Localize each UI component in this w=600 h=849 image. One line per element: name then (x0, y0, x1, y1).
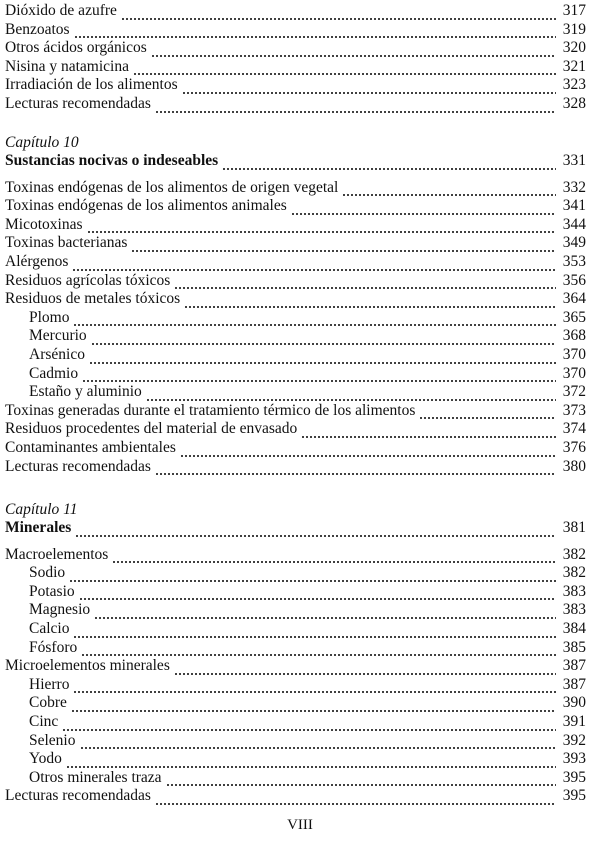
dot-leader (112, 550, 556, 564)
page-number: 364 (562, 290, 586, 308)
entry-label: Plomo (29, 308, 70, 326)
dot-leader (75, 524, 556, 538)
dot-leader (155, 792, 556, 806)
page-number: 387 (562, 675, 586, 693)
page-number: 341 (562, 197, 586, 215)
entry-label: Cinc (29, 712, 59, 730)
chapter-10-items (5, 179, 586, 477)
chapter-title-row[interactable] (5, 152, 586, 171)
page-number: 381 (562, 519, 586, 536)
entry-label: Otros ácidos orgánicos (5, 39, 147, 57)
page-number: 387 (562, 657, 586, 675)
toc-entry[interactable] (5, 2, 586, 21)
chapter-label: Capítulo 10 (5, 134, 79, 151)
dot-leader (62, 718, 556, 732)
page-number: 382 (562, 564, 586, 582)
toc-subentry[interactable] (5, 564, 586, 583)
entry-label: Microelementos minerales (5, 657, 170, 675)
page-number: 392 (562, 731, 586, 749)
page-number: 356 (562, 271, 586, 289)
dot-leader (155, 100, 556, 114)
entry-label: Toxinas bacterianas (5, 234, 128, 252)
page-number: 376 (562, 438, 586, 456)
page-number: 331 (562, 152, 586, 169)
dot-leader (180, 444, 556, 458)
dot-leader (80, 736, 557, 750)
entry-label: Nisina y natamicina (5, 57, 129, 75)
page-number: 365 (562, 308, 586, 326)
toc-entry[interactable] (5, 787, 586, 806)
page-number: 320 (562, 39, 586, 57)
toc-entry[interactable] (5, 95, 586, 114)
page-number: 380 (562, 457, 586, 475)
entry-label: Calcio (29, 619, 70, 637)
dot-leader (74, 25, 556, 39)
dot-leader (174, 276, 556, 290)
page-number: 383 (562, 582, 586, 600)
entry-label: Residuos agrícolas tóxicos (5, 271, 171, 289)
chapter-11-items (5, 546, 586, 806)
entry-label: Toxinas endógenas de los alimentos de origen vegetal (5, 178, 339, 196)
dot-leader (73, 680, 556, 694)
dot-leader (73, 625, 556, 639)
dot-leader (82, 369, 556, 383)
page-number: 370 (562, 345, 586, 363)
dot-leader (291, 202, 556, 216)
dot-leader (301, 425, 556, 439)
toc-subentry[interactable] (5, 694, 586, 713)
dot-leader (166, 773, 556, 787)
folio-page-number: VIII (287, 817, 313, 833)
toc-entry[interactable] (5, 234, 586, 253)
entry-label: Residuos de metales tóxicos (5, 290, 181, 308)
entry-label: Lecturas recomendadas (5, 787, 151, 805)
page-number: 395 (562, 787, 586, 805)
dot-leader (89, 351, 556, 365)
entry-label: Residuos procedentes del material de envasado (5, 420, 298, 438)
page-number: 368 (562, 327, 586, 345)
page-number: 391 (562, 712, 586, 730)
dot-leader (133, 62, 556, 76)
entry-label: Otros minerales traza (29, 768, 162, 786)
toc-entry[interactable] (5, 272, 586, 291)
page-number: 390 (562, 694, 586, 712)
toc-subentry[interactable] (5, 309, 586, 328)
dot-leader (174, 662, 556, 676)
toc-subentry[interactable] (5, 769, 586, 788)
chapter-title: Sustancias nocivas o indeseables (5, 152, 219, 169)
entry-label: Hierro (29, 675, 70, 693)
entry-label: Dióxido de azufre (5, 2, 117, 19)
page-number: 385 (562, 638, 586, 656)
dot-leader (81, 643, 556, 657)
page-number: 328 (562, 94, 586, 112)
dot-leader (184, 295, 556, 309)
toc-entry[interactable] (5, 76, 586, 95)
toc-subentry[interactable] (5, 620, 586, 639)
entry-label: Toxinas endógenas de los alimentos animales (5, 197, 287, 215)
entry-label: Potasio (29, 582, 75, 600)
toc-entry[interactable] (5, 253, 586, 272)
toc-subentry[interactable] (5, 732, 586, 751)
entry-label: Macroelementos (5, 545, 109, 563)
entry-label: Sodio (29, 564, 66, 582)
toc-entry[interactable] (5, 58, 586, 77)
dot-leader (182, 81, 556, 95)
dot-leader (342, 183, 556, 197)
page-number: 374 (562, 420, 586, 438)
chapter-10 (5, 133, 586, 476)
dot-leader (121, 7, 556, 21)
toc-subentry[interactable] (5, 383, 586, 402)
toc-subentry[interactable] (5, 365, 586, 384)
toc-subentry[interactable] (5, 713, 586, 732)
toc-subentry[interactable] (5, 583, 586, 602)
toc-entry[interactable] (5, 657, 586, 676)
chapter-11 (5, 500, 586, 806)
page-number: 332 (562, 178, 586, 196)
toc-subentry[interactable] (5, 676, 586, 695)
page-number: 393 (562, 750, 586, 768)
dot-leader (72, 258, 556, 272)
entry-label: Cadmio (29, 364, 79, 382)
entry-label: Alérgenos (5, 252, 69, 270)
page-number: 384 (562, 619, 586, 637)
dot-leader (94, 606, 556, 620)
dot-leader (69, 569, 556, 583)
toc-entry[interactable] (5, 420, 586, 439)
toc-section-preservatives (5, 2, 586, 114)
page-number: 349 (562, 234, 586, 252)
toc-entry[interactable] (5, 439, 586, 458)
page-number: 395 (562, 768, 586, 786)
dot-leader (155, 462, 556, 476)
dot-leader (79, 587, 556, 601)
entry-label: Mercurio (29, 327, 87, 345)
page-number: 323 (562, 76, 586, 94)
dot-leader (91, 332, 556, 346)
entry-label: Cobre (29, 694, 67, 712)
dot-leader (151, 44, 556, 58)
entry-label: Lecturas recomendadas (5, 94, 151, 112)
dot-leader (419, 406, 556, 420)
toc-entry[interactable] (5, 402, 586, 421)
entry-label: Micotoxinas (5, 215, 83, 233)
toc-entry[interactable] (5, 179, 586, 198)
entry-label: Irradiación de los alimentos (5, 76, 178, 94)
dot-leader (87, 220, 557, 234)
page-number: 353 (562, 252, 586, 270)
dot-leader (131, 239, 556, 253)
entry-label: Estaño y aluminio (29, 383, 142, 401)
entry-label: Lecturas recomendadas (5, 457, 151, 475)
dot-leader (73, 313, 556, 327)
entry-label: Toxinas generadas durante el tratamiento térmico de los alimentos (5, 401, 416, 419)
page-number: 317 (562, 2, 586, 19)
page-number: 383 (562, 601, 586, 619)
dot-leader (146, 388, 556, 402)
chapter-title-row[interactable] (5, 519, 586, 538)
toc-subentry[interactable] (5, 346, 586, 365)
toc-entry[interactable] (5, 216, 586, 235)
entry-label: Fósforo (29, 638, 78, 656)
dot-leader (66, 755, 556, 769)
entry-label: Selenio (29, 731, 76, 749)
page-number: 344 (562, 215, 586, 233)
entry-label: Yodo (29, 750, 62, 768)
entry-label: Contaminantes ambientales (5, 438, 176, 456)
chapter-title: Minerales (5, 519, 72, 536)
page-number: 370 (562, 364, 586, 382)
dot-leader (222, 157, 556, 171)
page-number: 372 (562, 383, 586, 401)
toc-subentry[interactable] (5, 639, 586, 658)
page-number: 382 (562, 545, 586, 563)
toc-entry[interactable] (5, 546, 586, 565)
toc-entry[interactable] (5, 290, 586, 309)
entry-label: Magnesio (29, 601, 91, 619)
toc-entry[interactable] (5, 458, 586, 477)
dot-leader (71, 699, 556, 713)
toc-subentry[interactable] (5, 601, 586, 620)
entry-label: Benzoatos (5, 20, 70, 38)
toc-subentry[interactable] (5, 750, 586, 769)
chapter-label: Capítulo 11 (5, 501, 78, 518)
toc-entry[interactable] (5, 39, 586, 58)
page-number: 373 (562, 401, 586, 419)
toc-subentry[interactable] (5, 327, 586, 346)
toc-entry[interactable] (5, 197, 586, 216)
entry-label: Arsénico (29, 345, 85, 363)
page-number: 319 (562, 20, 586, 38)
toc-entry[interactable] (5, 21, 586, 40)
page-number: 321 (562, 57, 586, 75)
